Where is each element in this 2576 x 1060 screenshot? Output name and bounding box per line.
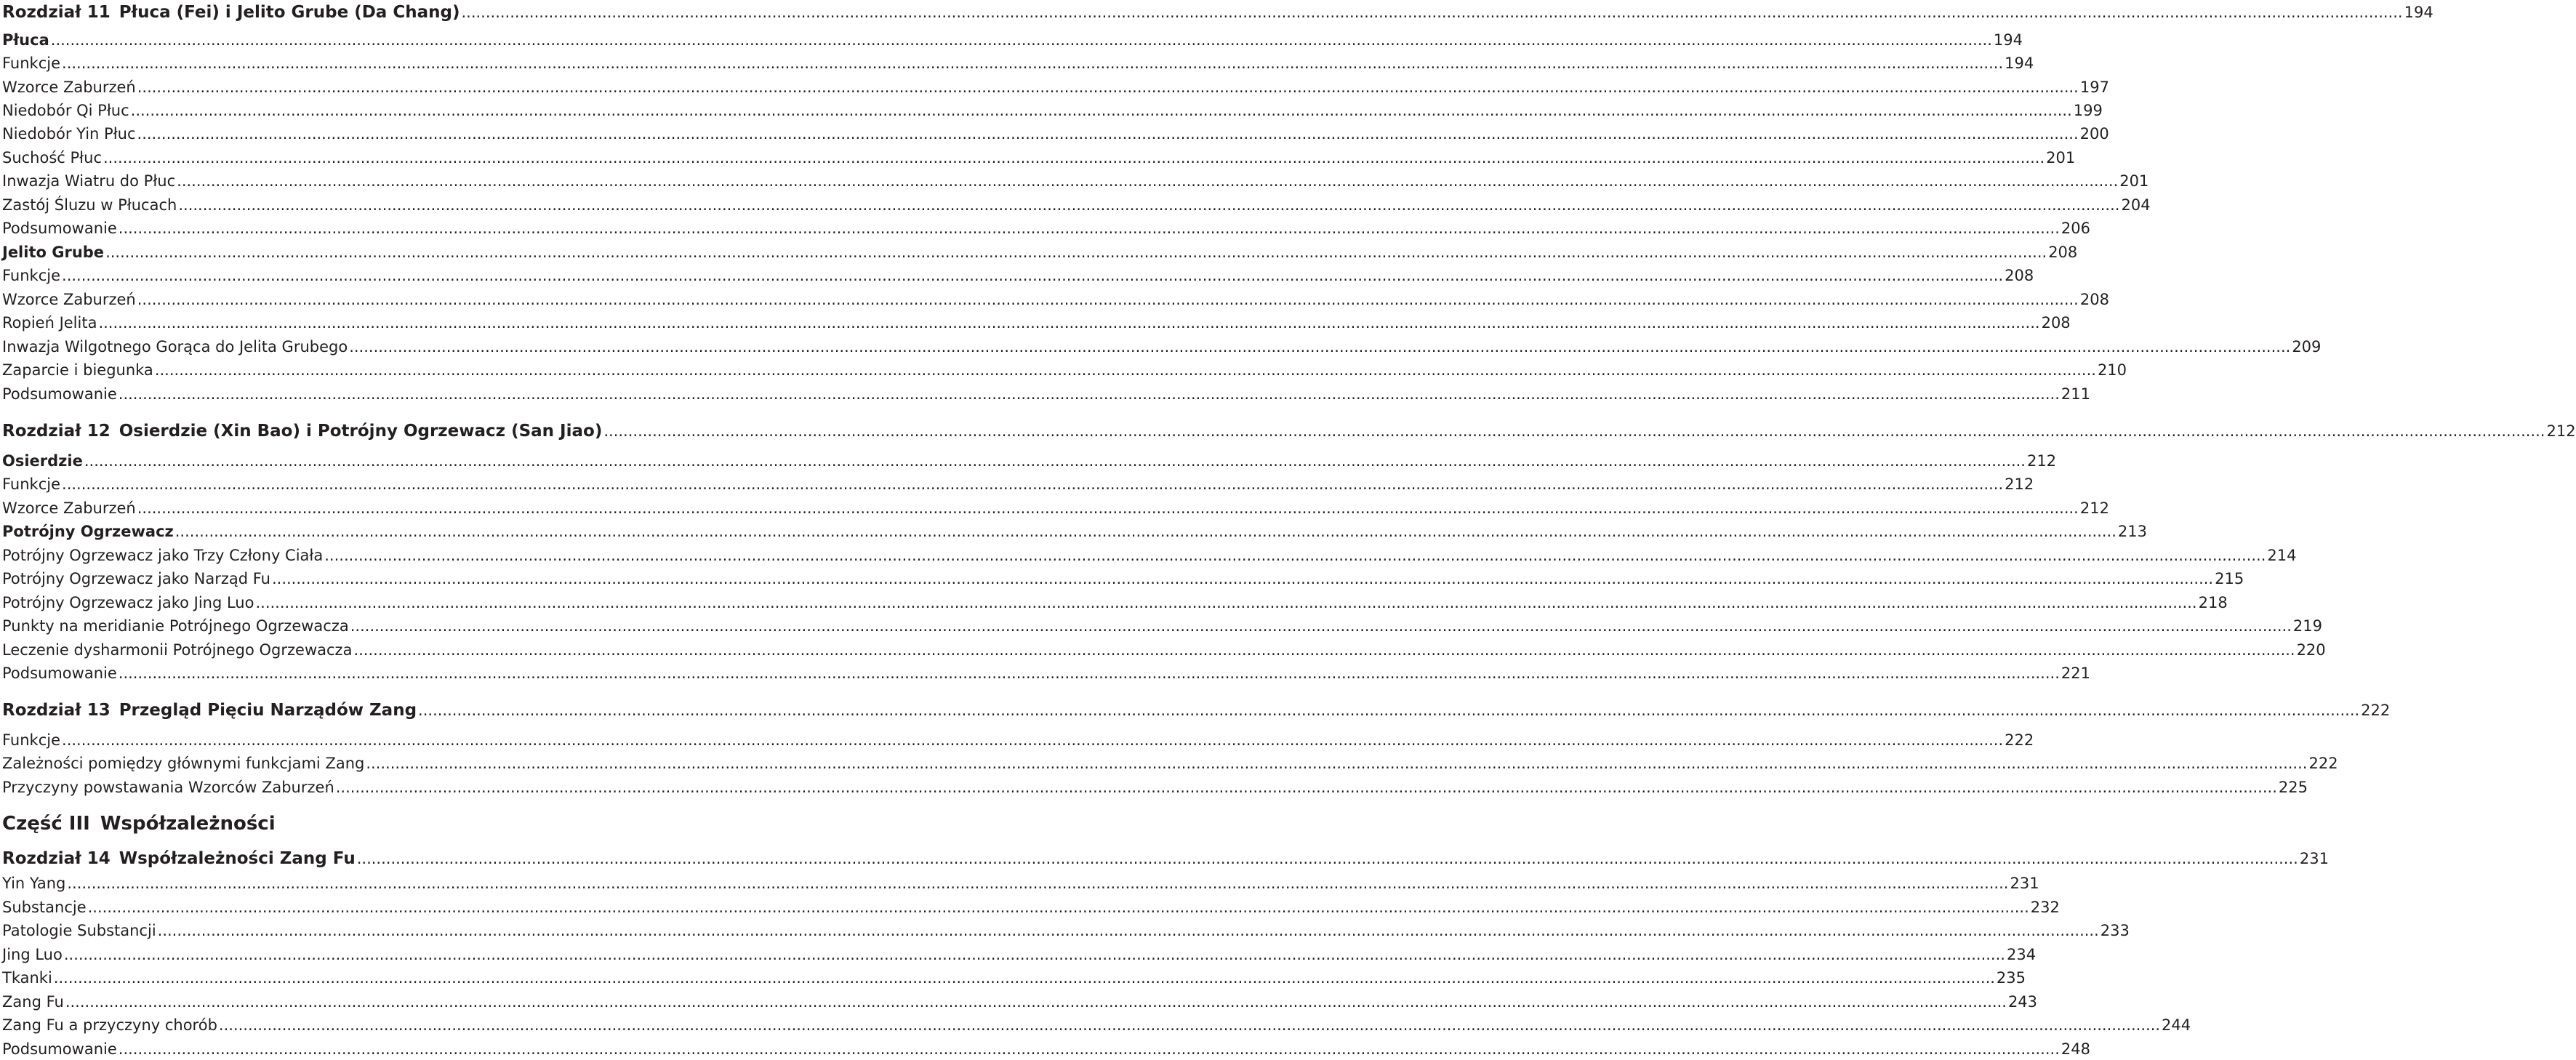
dot-leader: ................................................................................................................................................................................................................................................................................................................................................................................................................ [105,244,2047,261]
dot-leader: ................................................................................................................................................................................................................................................................................................................................................................................................................ [118,664,2060,682]
page-number: 215 [2215,570,2244,587]
toc-entry [2,1038,2090,1060]
toc-chapter [2,846,2329,871]
toc-entry [2,473,2034,495]
toc-chapter [2,419,2576,443]
page-number: 201 [2046,149,2076,166]
chapter-number: Rozdział 14 [2,849,111,868]
toc-entry-title: Niedobór Qi Płuc [2,102,129,119]
toc-section [2,241,2078,263]
toc-entry-title: Wzorce Zaburzeń [2,291,136,308]
dot-leader: ................................................................................................................................................................................................................................................................................................................................................................................................................ [157,922,2099,939]
dot-leader: ................................................................................................................................................................................................................................................................................................................................................................................................................ [62,55,2004,72]
dot-leader: ................................................................................................................................................................................................................................................................................................................................................................................................................ [154,361,2096,379]
toc-entry [2,76,2109,98]
toc-entry-title: Wzorce Zaburzeń [2,499,136,517]
toc-section [2,521,2147,542]
page-number: 208 [2079,291,2109,308]
toc-entry [2,729,2034,751]
toc-entry-title: Potrójny Ogrzewacz jako Narząd Fu [2,570,270,587]
page-number: 219 [2292,617,2322,635]
toc-entry-title: Inwazja Wiatru do Płuc [2,172,176,190]
dot-leader: ................................................................................................................................................................................................................................................................................................................................................................................................................ [271,570,2214,587]
toc-entry-title: Podsumowanie [2,385,117,403]
dot-leader: ................................................................................................................................................................................................................................................................................................................................................................................................................ [118,385,2060,403]
toc-entry [2,52,2034,74]
chapter-number: Rozdział 11 [2,3,111,22]
page-number: 200 [2079,125,2109,142]
toc-entry-title: Zależności pomiędzy głównymi funkcjami Zang [2,755,365,772]
page-number: 209 [2292,338,2322,356]
toc-entry-title: Podsumowanie [2,664,117,682]
toc-entry-title: Potrójny Ogrzewacz jako Jing Luo [2,594,254,611]
toc-entry [2,639,2326,661]
toc-entry-title: Punkty na meridianie Potrójnego Ogrzewacza [2,617,349,635]
toc-entry-title: Niedobór Yin Płuc [2,125,136,142]
page-number: 222 [2361,702,2391,719]
dot-leader: ................................................................................................................................................................................................................................................................................................................................................................................................................ [62,731,2004,749]
part-title: Współzależności [100,813,276,835]
dot-leader: ................................................................................................................................................................................................................................................................................................................................................................................................................ [350,617,2292,635]
toc-entry [2,289,2109,310]
page-number: 206 [2061,220,2090,237]
part-heading [2,810,695,838]
toc-section [2,450,2057,472]
toc-entry [2,944,2037,965]
toc-entry-title: Potrójny Ogrzewacz [2,523,174,540]
dot-leader: ................................................................................................................................................................................................................................................................................................................................................................................................................ [67,875,2009,892]
page-number: 210 [2097,361,2127,379]
toc-entry [2,170,2149,192]
page-number: 222 [2005,731,2034,749]
toc-entry [2,359,2127,381]
dot-leader: ................................................................................................................................................................................................................................................................................................................................................................................................................ [218,1016,2161,1034]
page-number: 208 [2048,244,2078,261]
toc-entry-title: Jelito Grube [2,244,105,261]
dot-leader: ................................................................................................................................................................................................................................................................................................................................................................................................................ [103,149,2045,166]
toc-entry [2,615,2322,637]
toc-entry-title: Ropień Jelita [2,314,97,332]
toc-entry [2,568,2244,590]
chapter-heading [2,419,602,443]
page-number: 213 [2117,523,2147,540]
toc-entry-title: Jing Luo [2,946,63,963]
toc-entry-title: Przyczyny powstawania Wzorców Zaburzeń [2,779,334,796]
page-number: 194 [2005,55,2034,72]
page-number: 204 [2121,196,2151,214]
toc-entry-title: Patologie Substancji [2,922,156,939]
chapter-heading [2,0,460,25]
page-number: 211 [2061,385,2090,403]
page-number: 244 [2162,1016,2191,1034]
toc-entry [2,776,2308,798]
toc-entry-title: Inwazja Wilgotnego Gorąca do Jelita Grubego [2,338,348,356]
page-number: 208 [2041,314,2071,332]
chapter-title: Osierdzie (Xin Bao) i Potrójny Ogrzewacz (San Jiao) [119,422,603,441]
chapter-title: Współzależności Zang Fu [119,849,356,868]
chapter-number: Rozdział 12 [2,422,111,441]
toc-entry [2,497,2109,519]
chapter-title: Płuca (Fei) i Jelito Grube (Da Chang) [119,3,460,22]
toc-entry [2,123,2109,145]
toc-entry-title: Yin Yang [2,875,66,892]
dot-leader: ................................................................................................................................................................................................................................................................................................................................................................................................................ [353,641,2295,659]
toc-entry-title: Funkcje [2,731,61,749]
page-number: 234 [2006,946,2037,963]
dot-leader: ................................................................................................................................................................................................................................................................................................................................................................................................................ [461,4,2403,21]
page-number: 232 [2030,899,2060,916]
page-number: 225 [2278,779,2308,796]
page-number: 212 [2026,452,2057,470]
toc-entry [2,312,2071,334]
toc-entry [2,967,2026,989]
toc-entry [2,1014,2191,1036]
toc-entry-title: Podsumowanie [2,1040,117,1058]
toc-entry-title: Funkcje [2,267,61,284]
chapter-number: Rozdział 13 [2,701,111,720]
toc-entry-title: Zang Fu [2,993,64,1011]
chapter-heading [2,698,417,723]
dot-leader: ................................................................................................................................................................................................................................................................................................................................................................................................................ [84,452,2026,470]
dot-leader: ................................................................................................................................................................................................................................................................................................................................................................................................................ [137,291,2079,308]
toc-entry-title: Funkcje [2,475,61,493]
page-number: 231 [2299,850,2329,867]
page-number: 231 [2010,875,2039,892]
toc-entry [2,662,2090,684]
toc-entry-title: Substancje [2,899,87,916]
dot-leader: ................................................................................................................................................................................................................................................................................................................................................................................................................ [356,850,2298,867]
page-number: 221 [2061,664,2090,682]
dot-leader: ................................................................................................................................................................................................................................................................................................................................................................................................................ [137,79,2079,96]
dot-leader: ................................................................................................................................................................................................................................................................................................................................................................................................................ [255,594,2197,611]
dot-leader: ................................................................................................................................................................................................................................................................................................................................................................................................................ [603,422,2545,440]
toc-entry-title: Wzorce Zaburzeń [2,79,136,96]
toc-entry [2,872,2039,894]
page-number: 201 [2119,172,2149,190]
toc-entry [2,194,2151,216]
toc-entry-title: Podsumowanie [2,220,117,237]
toc-entry-title: Tkanki [2,969,52,987]
toc-entry [2,147,2076,169]
dot-leader: ................................................................................................................................................................................................................................................................................................................................................................................................................ [98,314,2040,332]
dot-leader: ................................................................................................................................................................................................................................................................................................................................................................................................................ [62,267,2004,284]
toc-entry [2,383,2090,405]
toc-entry [2,752,2338,774]
toc-entry [2,100,2103,121]
chapter-heading [2,846,356,871]
toc-entry-title: Suchość Płuc [2,149,102,166]
dot-leader: ................................................................................................................................................................................................................................................................................................................................................................................................................ [53,969,1995,987]
dot-leader: ................................................................................................................................................................................................................................................................................................................................................................................................................ [137,499,2079,517]
toc-entry-title: Płuca [2,31,49,49]
toc-entry [2,920,2130,941]
page-number: 248 [2061,1040,2090,1058]
dot-leader: ................................................................................................................................................................................................................................................................................................................................................................................................................ [118,1040,2060,1058]
page-number: 194 [1993,31,2023,49]
dot-leader: ................................................................................................................................................................................................................................................................................................................................................................................................................ [137,125,2079,142]
toc-entry-title: Osierdzie [2,452,83,470]
toc-entry [2,217,2090,239]
chapter-title: Przegląd Pięciu Narządów Zang [119,701,417,720]
dot-leader: ................................................................................................................................................................................................................................................................................................................................................................................................................ [418,702,2360,719]
part-number: Część III [2,813,90,835]
toc-section [2,29,2023,51]
dot-leader: ................................................................................................................................................................................................................................................................................................................................................................................................................ [174,523,2116,540]
dot-leader: ................................................................................................................................................................................................................................................................................................................................................................................................................ [130,102,2072,119]
toc-chapter [2,0,2433,25]
dot-leader: ................................................................................................................................................................................................................................................................................................................................................................................................................ [63,946,2005,963]
dot-leader: ................................................................................................................................................................................................................................................................................................................................................................................................................ [62,475,2004,493]
toc-entry-title: Zaparcie i biegunka [2,361,153,379]
page-number: 220 [2296,641,2326,659]
page-number: 197 [2079,79,2109,96]
toc-entry-title: Zang Fu a przyczyny chorób [2,1016,217,1034]
dot-leader: ................................................................................................................................................................................................................................................................................................................................................................................................................ [324,547,2266,564]
toc-entry [2,896,2060,918]
page-number: 199 [2073,102,2103,119]
dot-leader: ................................................................................................................................................................................................................................................................................................................................................................................................................ [335,779,2277,796]
page-number: 208 [2005,267,2034,284]
dot-leader: ................................................................................................................................................................................................................................................................................................................................................................................................................ [50,31,1992,49]
toc-entry [2,991,2038,1013]
dot-leader: ................................................................................................................................................................................................................................................................................................................................................................................................................ [366,755,2308,772]
toc-entry [2,545,2297,566]
page-number: 233 [2100,922,2130,939]
page-number: 222 [2308,755,2338,772]
page-number: 214 [2267,547,2297,564]
toc-entry-title: Leczenie dysharmonii Potrójnego Ogrzewacza [2,641,353,659]
dot-leader: ................................................................................................................................................................................................................................................................................................................................................................................................................ [177,172,2119,190]
toc-chapter [2,698,2391,723]
dot-leader: ................................................................................................................................................................................................................................................................................................................................................................................................................ [349,338,2291,356]
page-number: 212 [2005,475,2034,493]
toc-entry-title: Funkcje [2,55,61,72]
dot-leader: ................................................................................................................................................................................................................................................................................................................................................................................................................ [65,993,2007,1011]
toc-entry [2,336,2322,358]
page-number: 243 [2007,993,2038,1011]
page-number: 194 [2404,4,2433,21]
toc-entry-title: Zastój Śluzu w Płucach [2,196,177,214]
dot-leader: ................................................................................................................................................................................................................................................................................................................................................................................................................ [118,220,2060,237]
page-number: 212 [2079,499,2109,517]
toc-entry [2,592,2228,614]
dot-leader: ................................................................................................................................................................................................................................................................................................................................................................................................................ [87,899,2029,916]
page-number: 218 [2198,594,2228,611]
toc-entry-title: Potrójny Ogrzewacz jako Trzy Człony Ciała [2,547,324,564]
dot-leader: ................................................................................................................................................................................................................................................................................................................................................................................................................ [178,196,2120,214]
toc-entry [2,265,2034,286]
page-number: 212 [2546,422,2576,440]
page-number: 235 [1996,969,2026,987]
